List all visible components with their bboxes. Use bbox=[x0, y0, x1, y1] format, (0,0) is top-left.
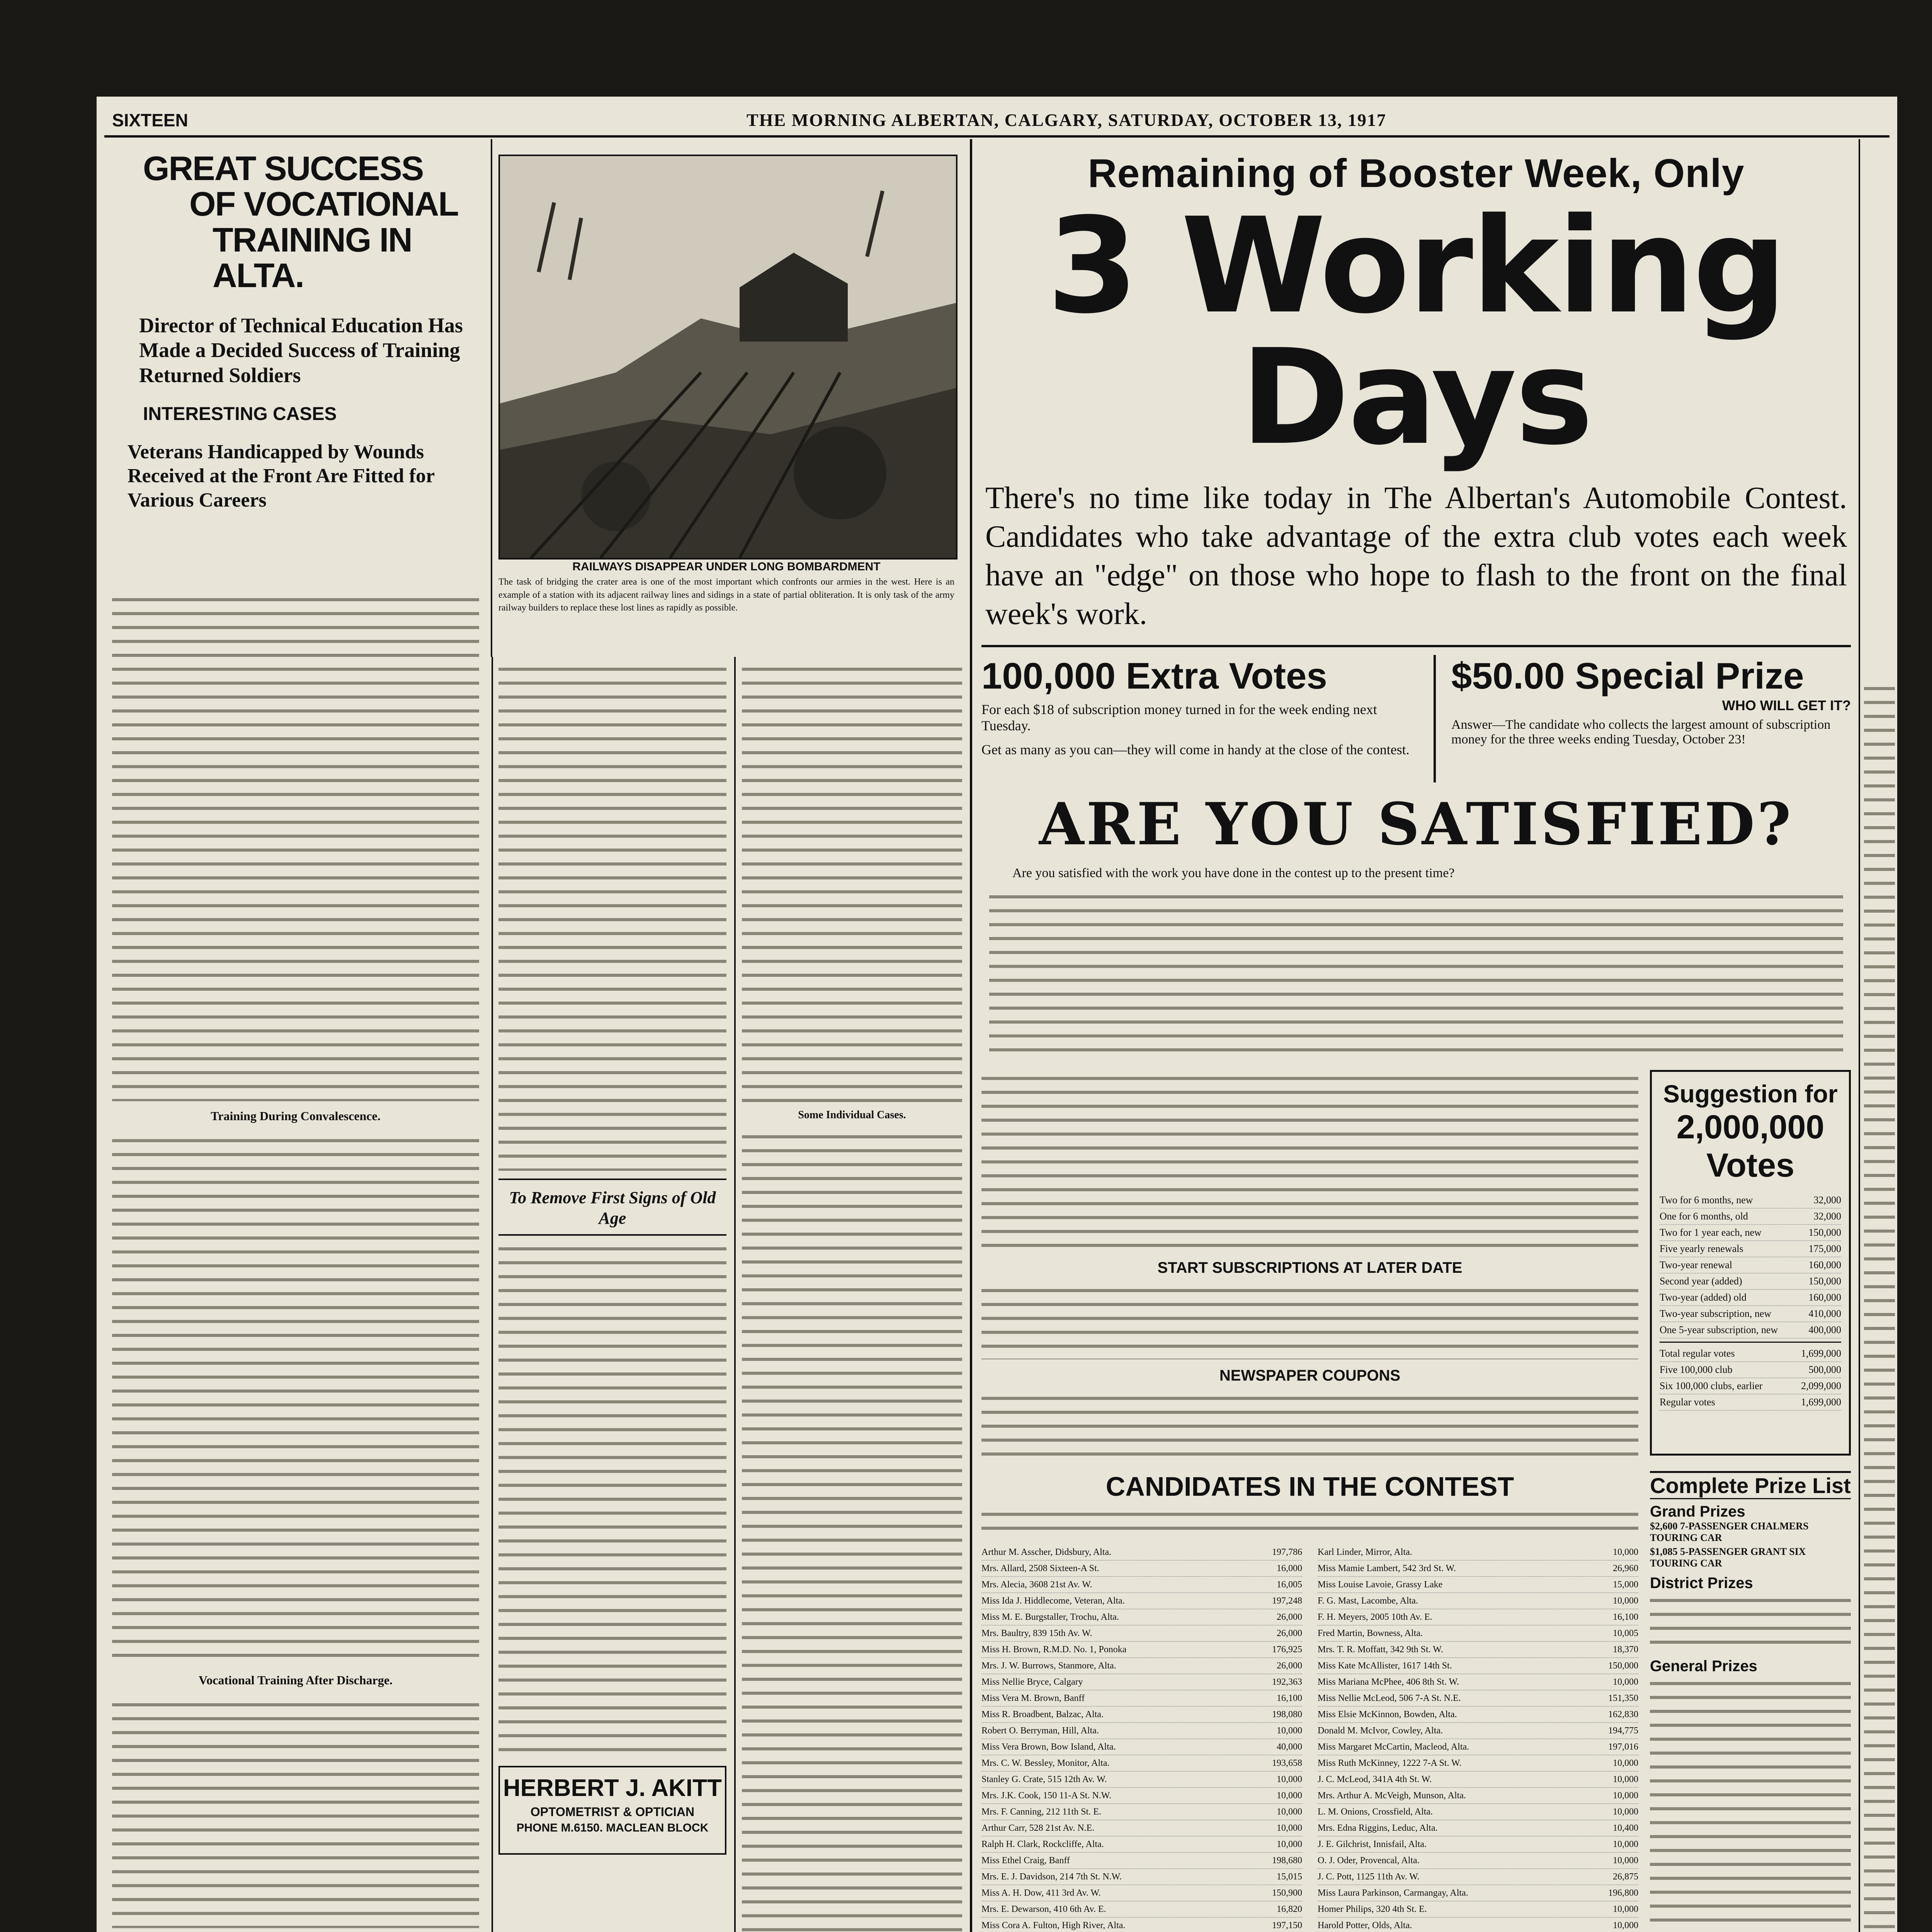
suggestion-list bbox=[1660, 1192, 1841, 1411]
suggestion-total-row-value: 1,699,000 bbox=[1801, 1396, 1841, 1408]
candidate-row-value: 26,875 bbox=[1613, 1872, 1638, 1882]
candidate-row bbox=[981, 1853, 1302, 1869]
candidate-row-value: 10,000 bbox=[1613, 1839, 1638, 1849]
candidate-row-label: F. H. Meyers, 2005 10th Av. E. bbox=[1318, 1612, 1432, 1622]
candidate-row-value: 16,005 bbox=[1277, 1580, 1302, 1590]
candidate-row-label: Miss Mariana McPhee, 406 8th St. W. bbox=[1318, 1677, 1459, 1687]
suggestion-row-label: Two-year (added) old bbox=[1660, 1292, 1747, 1303]
candidate-row-label: Arthur M. Asscher, Didsbury, Alta. bbox=[981, 1547, 1112, 1557]
suggestion-row bbox=[1660, 1209, 1841, 1225]
candidate-row-value: 151,350 bbox=[1608, 1693, 1638, 1703]
candidate-row-value: 10,000 bbox=[1277, 1839, 1302, 1849]
candidate-row-value: 192,363 bbox=[1272, 1677, 1302, 1687]
suggestion-total-row-label: Six 100,000 clubs, earlier bbox=[1660, 1380, 1763, 1391]
candidate-row bbox=[1318, 1901, 1638, 1918]
candidate-row-label: Miss R. Broadbent, Balzac, Alta. bbox=[981, 1709, 1104, 1719]
candidate-row-value: 16,100 bbox=[1613, 1612, 1638, 1622]
candidate-row-label: Miss Ethel Craig, Banff bbox=[981, 1855, 1070, 1866]
candidate-row-label: Mrs. Baultry, 839 15th Av. W. bbox=[981, 1628, 1092, 1638]
individual-cases-heading: Some Individual Cases. bbox=[742, 1109, 962, 1121]
candidate-row bbox=[1318, 1820, 1638, 1837]
candidate-row-value: 197,248 bbox=[1272, 1596, 1302, 1606]
candidate-row-value: 193,658 bbox=[1272, 1758, 1302, 1768]
candidate-row bbox=[981, 1577, 1302, 1593]
grand-prizes-heading: Grand Prizes bbox=[1650, 1503, 1745, 1520]
candidate-row-value: 150,900 bbox=[1272, 1888, 1302, 1898]
suggestion-total-row-label: Regular votes bbox=[1660, 1396, 1715, 1408]
suggestion-row-label: One 5-year subscription, new bbox=[1660, 1324, 1778, 1335]
candidate-row-label: Stanley G. Crate, 515 12th Av. W. bbox=[981, 1774, 1107, 1784]
candidate-row bbox=[981, 1658, 1302, 1674]
suggestion-total-row-label: Five 100,000 club bbox=[1660, 1364, 1733, 1375]
banner-main: 3 Working Days bbox=[1047, 190, 1786, 474]
candidate-row-label: Harold Potter, Olds, Alta. bbox=[1318, 1920, 1412, 1930]
candidate-row-label: Mrs. Edna Riggins, Leduc, Alta. bbox=[1318, 1823, 1438, 1833]
candidate-row bbox=[981, 1690, 1302, 1707]
candidate-row-label: Miss Mamie Lambert, 542 3rd St. W. bbox=[1318, 1563, 1456, 1573]
suggestion-votes: 2,000,000 Votes bbox=[1676, 1109, 1825, 1184]
suggestion-row bbox=[1660, 1306, 1841, 1322]
candidate-row-label: Miss Nellie Bryce, Calgary bbox=[981, 1677, 1083, 1687]
candidate-row bbox=[981, 1869, 1302, 1885]
candidate-row bbox=[1318, 1853, 1638, 1869]
candidate-row-value: 10,000 bbox=[1277, 1823, 1302, 1833]
candidate-row-label: J. C. Pott, 1125 11th Av. W. bbox=[1318, 1872, 1420, 1882]
candidate-row-label: Ralph H. Clark, Rockcliffe, Alta. bbox=[981, 1839, 1104, 1849]
suggestion-row bbox=[1660, 1322, 1841, 1338]
candidate-row-label: Mrs. C. W. Bessley, Monitor, Alta. bbox=[981, 1758, 1110, 1768]
candidate-row bbox=[1318, 1772, 1638, 1788]
satisfied-question: Are you satisfied with the work you have done in the contest up to the present time? bbox=[1012, 866, 1455, 880]
suggestion-total-row-value: 1,699,000 bbox=[1801, 1348, 1841, 1359]
candidate-row-value: 15,015 bbox=[1277, 1872, 1302, 1882]
suggestion-total-row-label: Total regular votes bbox=[1660, 1348, 1735, 1359]
suggestion-total-row bbox=[1660, 1378, 1841, 1395]
candidate-row-value: 150,000 bbox=[1608, 1661, 1638, 1671]
suggestion-row-label: Five yearly renewals bbox=[1660, 1243, 1743, 1254]
candidate-row-label: F. G. Mast, Lacombe, Alta. bbox=[1318, 1596, 1418, 1606]
candidate-row-label: Miss Ruth McKinney, 1222 7-A St. W. bbox=[1318, 1758, 1462, 1768]
candidate-row bbox=[1318, 1869, 1638, 1885]
middle-col-2-body bbox=[742, 661, 962, 1105]
section-heading-discharge: Vocational Training After Discharge. bbox=[112, 1673, 479, 1687]
candidate-row bbox=[981, 1804, 1302, 1820]
suggestion-row-label: Two-year renewal bbox=[1660, 1259, 1733, 1270]
candidate-row-value: 10,005 bbox=[1613, 1628, 1638, 1638]
candidate-row-value: 26,000 bbox=[1277, 1628, 1302, 1638]
candidate-row bbox=[981, 1593, 1302, 1609]
general-prizes-heading: General Prizes bbox=[1650, 1658, 1757, 1675]
candidate-row-value: 162,830 bbox=[1608, 1709, 1638, 1719]
article-subdeck: Veterans Handicapped by Wounds Received at the Front Are Fitted for Various Careers bbox=[128, 440, 435, 511]
candidate-row-value: 198,680 bbox=[1272, 1855, 1302, 1866]
extra-votes-text: For each $18 of subscription money turned in for the week ending next Tuesday. bbox=[981, 702, 1377, 733]
candidate-row-label: Mrs. Alecia, 3608 21st Av. W. bbox=[981, 1580, 1092, 1590]
suggestion-row-label: Two-year subscription, new bbox=[1660, 1308, 1772, 1319]
suggestion-row bbox=[1660, 1257, 1841, 1274]
vocational-article bbox=[112, 151, 483, 512]
suggestion-row-label: Two for 6 months, new bbox=[1660, 1194, 1753, 1206]
candidate-row-label: Homer Philips, 320 4th St. E. bbox=[1318, 1904, 1427, 1914]
candidate-row-label: Mrs. Allard, 2508 Sixteen-A St. bbox=[981, 1563, 1099, 1573]
candidate-row-label: Miss A. H. Dow, 411 3rd Av. W. bbox=[981, 1888, 1101, 1898]
suggestion-row-value: 160,000 bbox=[1808, 1259, 1841, 1270]
candidate-row bbox=[981, 1739, 1302, 1755]
satisfied-heading: ARE YOU SATISFIED? bbox=[1039, 790, 1793, 858]
candidate-row-label: Karl Linder, Mirror, Alta. bbox=[1318, 1547, 1412, 1557]
candidate-row-label: Miss Vera M. Brown, Banff bbox=[981, 1693, 1085, 1703]
optometrist-sub: OPTOMETRIST & OPTICIAN bbox=[530, 1805, 695, 1819]
suggestion-row-value: 400,000 bbox=[1808, 1324, 1841, 1335]
candidate-row-label: Miss Louise Lavoie, Grassy Lake bbox=[1318, 1580, 1443, 1590]
candidate-row-label: J. E. Gilchrist, Innisfail, Alta. bbox=[1318, 1839, 1427, 1849]
candidates-section bbox=[981, 1471, 1638, 1932]
photo-caption: The task of bridging the crater area is one of the most important which confronts our armies in the west. Here is an example of a station with its adjacent railway lines and sidings in a state of partial obliteration. It is only task of the army railway builders to replace these lost lines as rapidly as possible. bbox=[498, 577, 954, 613]
suggestion-total-row bbox=[1660, 1346, 1841, 1362]
candidate-row bbox=[1318, 1544, 1638, 1561]
headline-2: OF VOCATIONAL bbox=[189, 185, 458, 223]
candidate-row-value: 10,000 bbox=[1613, 1855, 1638, 1866]
masthead: THE MORNING ALBERTAN, CALGARY, SATURDAY, OCTOBER 13, 1917 bbox=[747, 110, 1386, 130]
coupons-heading: NEWSPAPER COUPONS bbox=[1219, 1367, 1401, 1384]
candidate-row-label: Miss M. E. Burgstaller, Trochu, Alta. bbox=[981, 1612, 1119, 1622]
suggestion-total-row-value: 500,000 bbox=[1808, 1364, 1841, 1375]
candidate-row-value: 10,000 bbox=[1613, 1758, 1638, 1768]
candidate-row-value: 10,400 bbox=[1613, 1823, 1638, 1833]
article-subhead: INTERESTING CASES bbox=[143, 403, 337, 424]
page-number: SIXTEEN bbox=[112, 110, 188, 130]
candidate-row-value: 26,000 bbox=[1277, 1661, 1302, 1671]
grand-prize-2: $1,085 5-PASSENGER GRANT SIX TOURING CAR bbox=[1650, 1546, 1806, 1569]
candidate-row-label: Miss Vera Brown, Bow Island, Alta. bbox=[981, 1742, 1116, 1752]
adjacent-page-edge bbox=[1859, 139, 1897, 1932]
candidate-row-label: Miss Cora A. Fulton, High River, Alta. bbox=[981, 1920, 1126, 1930]
candidate-row bbox=[1318, 1577, 1638, 1593]
candidate-row bbox=[1318, 1723, 1638, 1739]
extra-votes-title: 100,000 Extra Votes bbox=[981, 655, 1327, 697]
candidate-row-label: Miss Nellie McLeod, 506 7-A St. N.E. bbox=[1318, 1693, 1461, 1703]
suggestion-total-row bbox=[1660, 1362, 1841, 1378]
special-prize-title: $50.00 Special Prize bbox=[1451, 655, 1804, 697]
photo-title: RAILWAYS DISAPPEAR UNDER LONG BOMBARDMENT bbox=[572, 560, 881, 573]
suggestion-row bbox=[1660, 1290, 1841, 1306]
candidate-row-label: Mrs. E. J. Davidson, 214 7th St. N.W. bbox=[981, 1872, 1122, 1882]
candidate-row-label: Miss Laura Parkinson, Carmangay, Alta. bbox=[1318, 1888, 1468, 1898]
candidate-row-label: Mrs. Arthur A. McVeigh, Munson, Alta. bbox=[1318, 1791, 1466, 1801]
bombardment-photo bbox=[498, 155, 957, 560]
suggestion-row bbox=[1660, 1225, 1841, 1241]
candidate-row bbox=[1318, 1658, 1638, 1674]
candidate-row-value: 10,000 bbox=[1613, 1807, 1638, 1817]
article-body-1 bbox=[112, 591, 479, 1101]
candidate-row-label: Robert O. Berryman, Hill, Alta. bbox=[981, 1726, 1099, 1736]
headline-1: GREAT SUCCESS bbox=[143, 149, 423, 187]
candidate-row bbox=[981, 1885, 1302, 1901]
suggestion-row-value: 410,000 bbox=[1808, 1308, 1841, 1319]
banner-top: Remaining of Booster Week, Only bbox=[1088, 151, 1745, 196]
suggestion-title: Suggestion for bbox=[1663, 1080, 1838, 1108]
candidate-row bbox=[1318, 1804, 1638, 1820]
suggestion-row bbox=[1660, 1241, 1841, 1257]
candidate-row-value: 198,080 bbox=[1272, 1709, 1302, 1719]
candidate-row bbox=[1318, 1788, 1638, 1804]
candidate-row bbox=[1318, 1918, 1638, 1932]
candidate-row bbox=[981, 1544, 1302, 1561]
section-heading-convalescence: Training During Convalescence. bbox=[112, 1109, 479, 1123]
candidate-row bbox=[1318, 1626, 1638, 1642]
candidate-row-value: 196,800 bbox=[1608, 1888, 1638, 1898]
candidate-row bbox=[981, 1837, 1302, 1853]
candidate-row-label: Mrs. E. Dewarson, 410 6th Av. E. bbox=[981, 1904, 1106, 1914]
candidate-row-value: 10,000 bbox=[1277, 1807, 1302, 1817]
candidate-row-value: 16,820 bbox=[1277, 1904, 1302, 1914]
suggestion-row-value: 32,000 bbox=[1813, 1194, 1841, 1206]
candidate-row-value: 176,925 bbox=[1272, 1645, 1302, 1655]
suggestion-row-label: Second year (added) bbox=[1660, 1276, 1742, 1287]
candidate-row-value: 194,775 bbox=[1608, 1726, 1638, 1736]
candidate-row-value: 26,000 bbox=[1277, 1612, 1302, 1622]
contest-intro: There's no time like today in The Albertan's Automobile Contest. Candidates who take advantage of the extra club votes each week have an "edge" on those who hope to flash to the front on the final week's work. bbox=[985, 481, 1847, 631]
candidate-row bbox=[981, 1901, 1302, 1918]
contest-section bbox=[981, 147, 1851, 1932]
candidate-row-value: 10,000 bbox=[1613, 1774, 1638, 1784]
candidate-row-value: 10,000 bbox=[1613, 1596, 1638, 1606]
article-body-2 bbox=[112, 1132, 479, 1665]
candidate-row-label: O. J. Oder, Provencal, Alta. bbox=[1318, 1855, 1420, 1866]
candidate-row bbox=[1318, 1755, 1638, 1772]
candidates-left-list bbox=[981, 1544, 1302, 1932]
candidate-row-label: Mrs. F. Canning, 212 11th St. E. bbox=[981, 1807, 1101, 1817]
suggestion-row-value: 160,000 bbox=[1808, 1292, 1841, 1303]
candidate-row-label: Mrs. J. W. Burrows, Stanmore, Alta. bbox=[981, 1661, 1116, 1671]
candidate-row-value: 197,150 bbox=[1272, 1920, 1302, 1930]
middle-col-1-body-b bbox=[498, 1240, 726, 1758]
candidate-row-label: Miss Elsie McKinnon, Bowden, Alta. bbox=[1318, 1709, 1457, 1719]
candidate-row bbox=[981, 1642, 1302, 1658]
candidate-row bbox=[981, 1674, 1302, 1690]
middle-col-1-body bbox=[498, 661, 726, 1171]
candidate-row-label: Fred Martin, Bowness, Alta. bbox=[1318, 1628, 1423, 1638]
suggestion-row-value: 150,000 bbox=[1808, 1227, 1841, 1238]
old-age-title: To Remove First Signs of Old Age bbox=[509, 1188, 716, 1228]
suggestion-total-row bbox=[1660, 1395, 1841, 1411]
article-deck: Director of Technical Education Has Made a Decided Success of Training Returned Soldiers bbox=[139, 313, 463, 387]
candidate-row-label: Miss Margaret McCartin, Macleod, Alta. bbox=[1318, 1742, 1469, 1752]
candidate-row bbox=[981, 1788, 1302, 1804]
optometrist-ad bbox=[498, 1766, 726, 1855]
candidate-row-value: 197,016 bbox=[1608, 1742, 1638, 1752]
candidate-row bbox=[981, 1755, 1302, 1772]
candidate-row-label: Donald M. McIvor, Cowley, Alta. bbox=[1318, 1726, 1443, 1736]
special-prize-sub: WHO WILL GET IT? bbox=[1722, 697, 1851, 713]
candidate-row-value: 10,000 bbox=[1277, 1726, 1302, 1736]
special-prize-text: Answer—The candidate who collects the largest amount of subscription money for the three weeks ending Tuesday, October 23! bbox=[1451, 718, 1831, 747]
candidate-row bbox=[1318, 1609, 1638, 1626]
special-prize-box bbox=[1436, 655, 1851, 782]
suggestion-row-value: 32,000 bbox=[1813, 1211, 1841, 1222]
candidate-row bbox=[981, 1626, 1302, 1642]
candidate-row-label: Miss Kate McAllister, 1617 14th St. bbox=[1318, 1661, 1452, 1671]
newspaper-page bbox=[97, 97, 1897, 1932]
optometrist-name: HERBERT J. AKITT bbox=[503, 1775, 722, 1801]
candidate-row-value: 18,370 bbox=[1613, 1645, 1638, 1655]
candidate-row bbox=[1318, 1837, 1638, 1853]
extra-votes-text-2: Get as many as you can—they will come in handy at the close of the contest. bbox=[981, 742, 1410, 757]
candidate-row-label: Miss Ida J. Hiddlecome, Veteran, Alta. bbox=[981, 1596, 1125, 1606]
district-prizes-heading: District Prizes bbox=[1650, 1575, 1753, 1592]
candidate-row bbox=[981, 1561, 1302, 1577]
candidate-row bbox=[1318, 1739, 1638, 1755]
candidate-row bbox=[1318, 1674, 1638, 1690]
candidate-row-value: 15,000 bbox=[1613, 1580, 1638, 1590]
candidate-row bbox=[1318, 1707, 1638, 1723]
candidate-row-value: 10,000 bbox=[1613, 1920, 1638, 1930]
candidate-row bbox=[1318, 1885, 1638, 1901]
candidates-right-list bbox=[1318, 1544, 1638, 1932]
optometrist-phone: PHONE M.6150. MACLEAN BLOCK bbox=[516, 1821, 709, 1834]
candidate-row-value: 16,100 bbox=[1277, 1693, 1302, 1703]
candidate-row bbox=[981, 1918, 1302, 1932]
candidate-row-label: Miss H. Brown, R.M.D. No. 1, Ponoka bbox=[981, 1645, 1127, 1655]
suggestion-row bbox=[1660, 1192, 1841, 1209]
headline-3: TRAINING IN ALTA. bbox=[213, 220, 412, 295]
candidate-row-value: 26,960 bbox=[1613, 1563, 1638, 1573]
candidate-row bbox=[981, 1772, 1302, 1788]
candidate-row-value: 10,000 bbox=[1613, 1904, 1638, 1914]
suggestion-row-label: Two for 1 year each, new bbox=[1660, 1227, 1762, 1238]
extra-votes-box bbox=[981, 655, 1436, 782]
suggestion-row-label: One for 6 months, old bbox=[1660, 1211, 1748, 1222]
candidate-row bbox=[981, 1723, 1302, 1739]
prize-list bbox=[1650, 1471, 1851, 1932]
candidate-row bbox=[1318, 1690, 1638, 1707]
grand-prize-1: $2,600 7-PASSENGER CHALMERS TOURING CAR bbox=[1650, 1520, 1809, 1543]
candidate-row-label: Mrs. T. R. Moffatt, 342 9th St. W. bbox=[1318, 1645, 1443, 1655]
prize-list-title: Complete Prize List bbox=[1650, 1471, 1851, 1499]
candidate-row-value: 197,786 bbox=[1272, 1547, 1302, 1557]
start-subscriptions-heading: START SUBSCRIPTIONS AT LATER DATE bbox=[1157, 1259, 1463, 1276]
candidate-row bbox=[981, 1820, 1302, 1837]
candidate-row bbox=[1318, 1561, 1638, 1577]
candidate-row-label: Arthur Carr, 528 21st Av. N.E. bbox=[981, 1823, 1095, 1833]
candidate-row bbox=[1318, 1642, 1638, 1658]
suggestion-box bbox=[1650, 1070, 1851, 1456]
middle-col-2-body-b bbox=[742, 1128, 962, 1932]
candidate-row-value: 16,000 bbox=[1277, 1563, 1302, 1573]
suggestion-row-value: 175,000 bbox=[1808, 1243, 1841, 1254]
suggestion-row-value: 150,000 bbox=[1808, 1276, 1841, 1287]
candidate-row-value: 40,000 bbox=[1277, 1742, 1302, 1752]
candidate-row bbox=[981, 1609, 1302, 1626]
article-body-3 bbox=[112, 1696, 479, 1928]
candidate-row-value: 10,000 bbox=[1277, 1791, 1302, 1801]
candidates-title: CANDIDATES IN THE CONTEST bbox=[1105, 1471, 1514, 1502]
candidate-row-value: 10,000 bbox=[1277, 1774, 1302, 1784]
candidate-row-value: 10,000 bbox=[1613, 1677, 1638, 1687]
candidate-row-value: 10,000 bbox=[1613, 1547, 1638, 1557]
suggestion-total-row-value: 2,099,000 bbox=[1801, 1380, 1841, 1391]
old-age-box bbox=[498, 1179, 726, 1236]
candidate-row bbox=[981, 1707, 1302, 1723]
candidate-row-label: J. C. McLeod, 341A 4th St. W. bbox=[1318, 1774, 1432, 1784]
candidate-row bbox=[1318, 1593, 1638, 1609]
suggestion-row bbox=[1660, 1274, 1841, 1290]
candidate-row-label: Mrs. J.K. Cook, 150 11-A St. N.W. bbox=[981, 1791, 1112, 1801]
candidate-row-value: 10,000 bbox=[1613, 1791, 1638, 1801]
candidate-row-label: L. M. Onions, Crossfield, Alta. bbox=[1318, 1807, 1433, 1817]
